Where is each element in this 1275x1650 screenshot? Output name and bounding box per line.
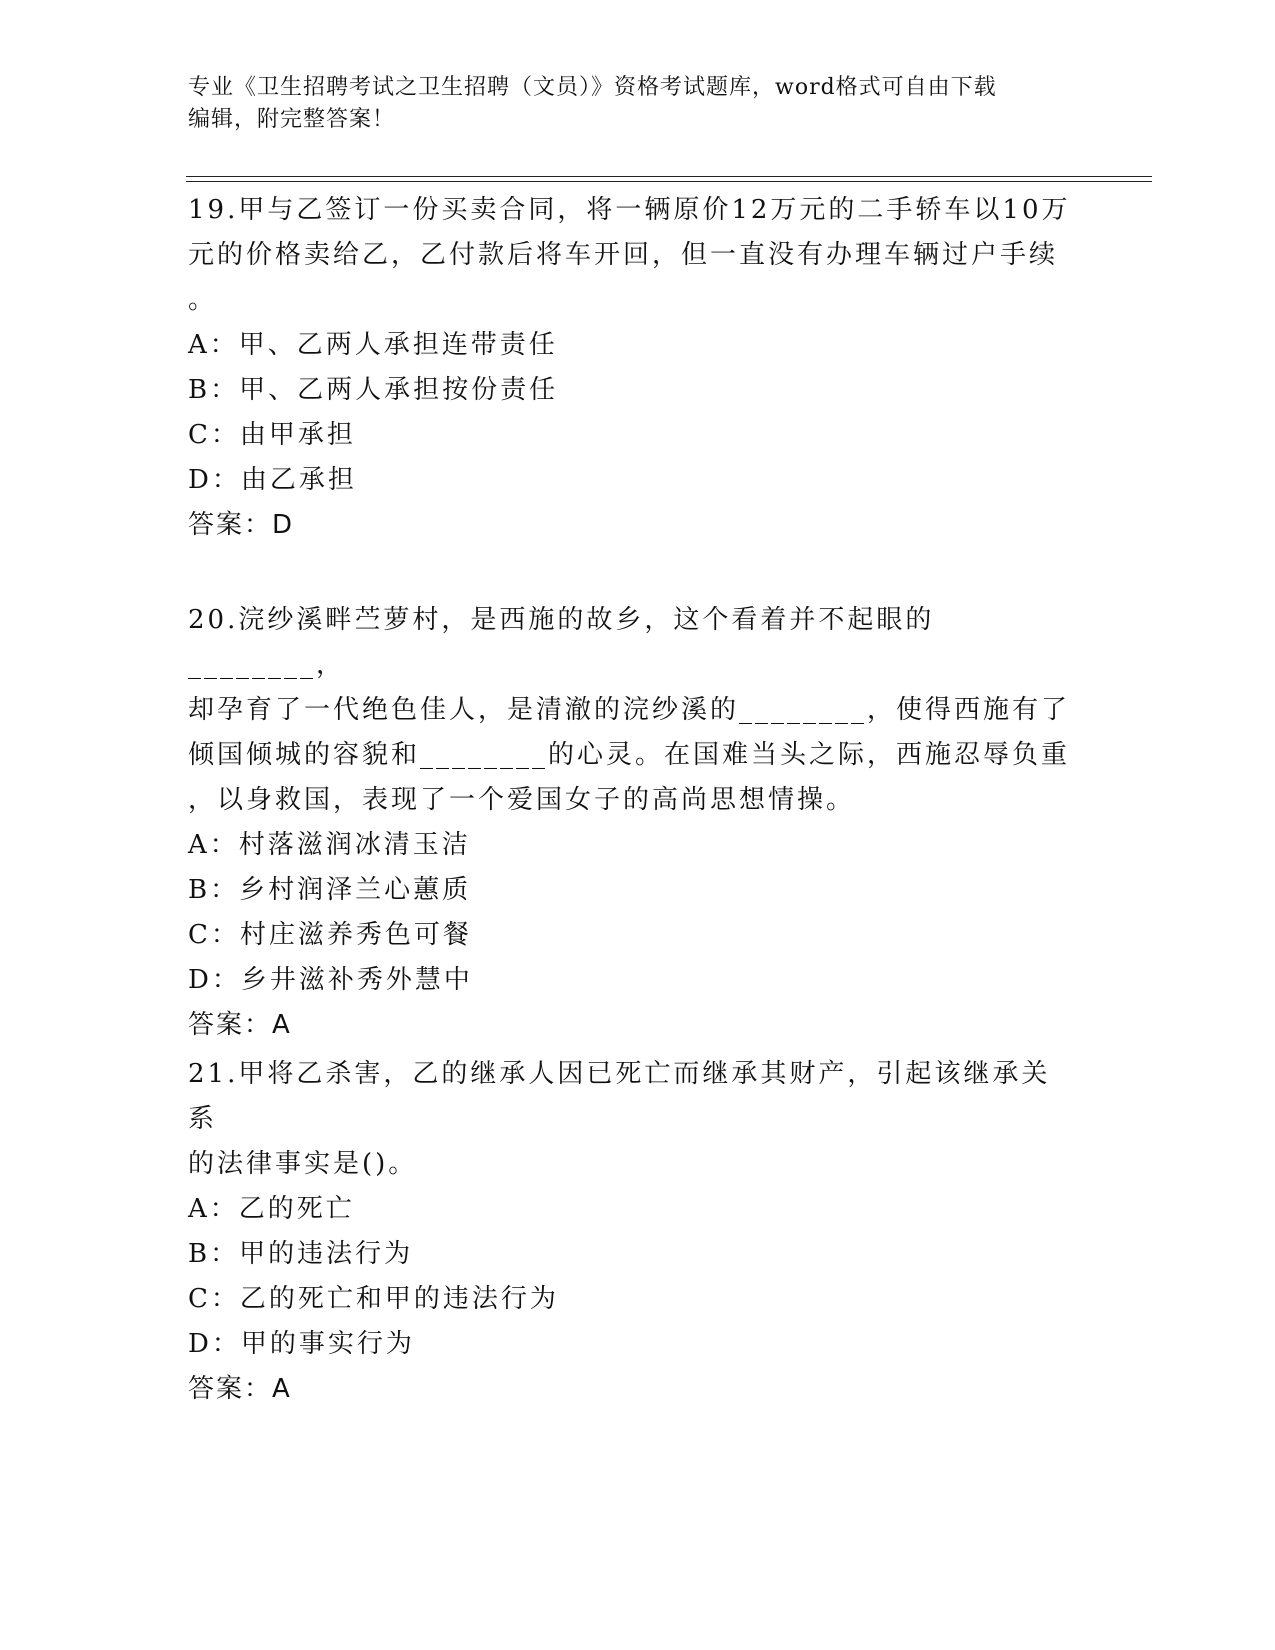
option-a: A：乙的死亡 bbox=[188, 1194, 355, 1224]
answer: 答案：A bbox=[188, 1010, 292, 1040]
option-d: D：甲的事实行为 bbox=[188, 1329, 415, 1359]
header-line-2: 编辑，附完整答案！ bbox=[188, 107, 396, 132]
header-divider-top bbox=[186, 176, 1152, 177]
option-b: B：甲、乙两人承担按份责任 bbox=[188, 375, 559, 405]
option-c: C：村庄滋养秀色可餐 bbox=[188, 920, 472, 950]
question-stem-line: 元的价格卖给乙，乙付款后将车开回，但一直没有办理车辆过户手续 bbox=[188, 240, 1059, 270]
option-d: D：乡井滋补秀外慧中 bbox=[188, 965, 473, 995]
question-stem-line: 19.甲与乙签订一份买卖合同，将一辆原价12万元的二手轿车以10万 bbox=[188, 195, 1071, 225]
question-stem-line: 。 bbox=[188, 285, 218, 315]
header-divider-bottom bbox=[186, 181, 1152, 182]
option-c: C：由甲承担 bbox=[188, 420, 356, 450]
question-21 bbox=[188, 1052, 1078, 1412]
option-d: D：由乙承担 bbox=[188, 465, 357, 495]
question-stem-line: 却孕育了一代绝色佳人，是清澈的浣纱溪的________，使得西施有了 bbox=[188, 695, 1071, 725]
question-stem-line: 21.甲将乙杀害，乙的继承人因已死亡而继承其财产，引起该继承关系 bbox=[188, 1059, 1051, 1134]
question-20 bbox=[188, 598, 1078, 1048]
question-stem-line: ，以身救国，表现了一个爱国女子的高尚思想情操。 bbox=[188, 785, 856, 815]
option-a: A：甲、乙两人承担连带责任 bbox=[188, 330, 558, 360]
question-stem-line: 倾国倾城的容貌和________的心灵。在国难当头之际，西施忍辱负重 bbox=[188, 740, 1071, 770]
option-b: B：甲的违法行为 bbox=[188, 1239, 414, 1269]
answer: 答案：A bbox=[188, 1374, 292, 1404]
option-a: A：村落滋润冰清玉洁 bbox=[188, 830, 471, 860]
option-b: B：乡村润泽兰心蕙质 bbox=[188, 875, 472, 905]
header-line-1: 专业《卫生招聘考试之卫生招聘（文员）》资格考试题库，word格式可自由下载 bbox=[188, 75, 997, 100]
option-c: C：乙的死亡和甲的违法行为 bbox=[188, 1284, 559, 1314]
question-stem-line: 20.浣纱溪畔苎萝村，是西施的故乡，这个看着并不起眼的________， bbox=[188, 605, 935, 680]
document-header bbox=[188, 72, 1068, 136]
question-stem-line: 的法律事实是()。 bbox=[188, 1149, 418, 1179]
answer: 答案：D bbox=[188, 510, 295, 540]
question-19 bbox=[188, 188, 1078, 548]
